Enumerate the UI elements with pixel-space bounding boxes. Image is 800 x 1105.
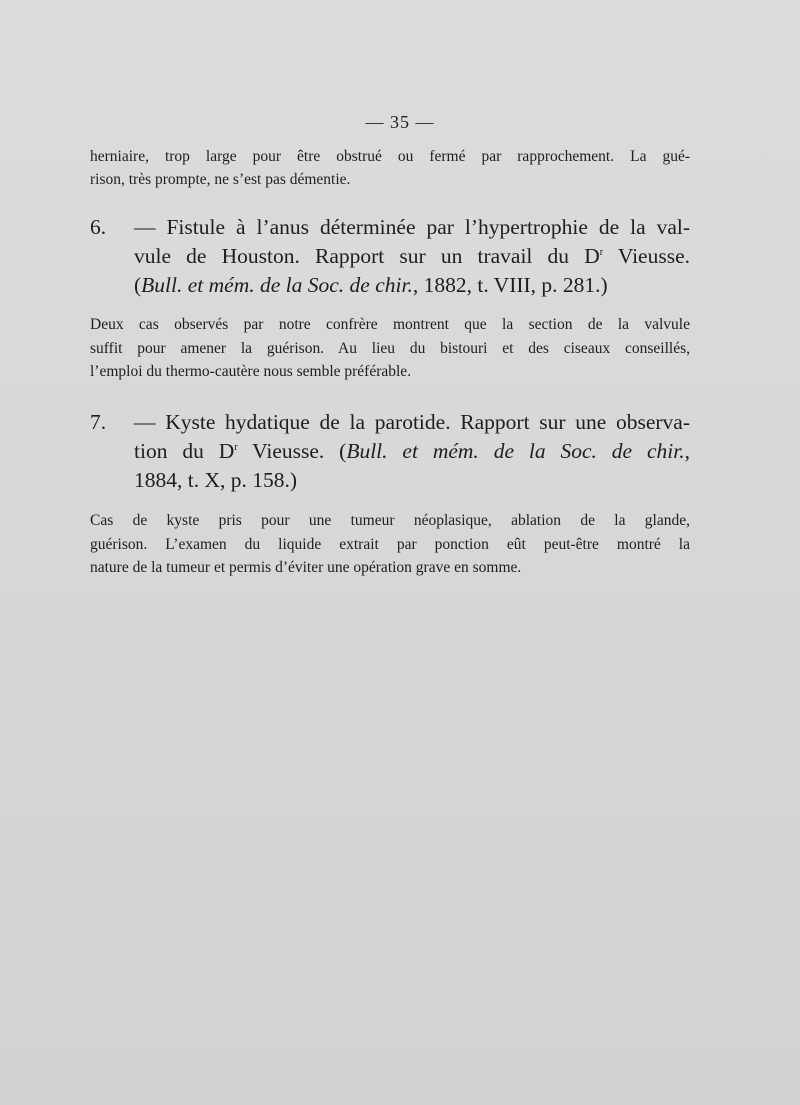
entry-6-author: Vieusse. [603, 244, 690, 268]
entry-6-description [90, 313, 690, 384]
entry-7-number: 7. [90, 410, 107, 434]
entry-7-doctor-sup: r [234, 442, 238, 453]
entry-7-heading [90, 408, 690, 495]
entry-7-desc-line-1: Cas de kyste pris pour une tumeur néoplasique, ablation de la glande, [90, 512, 690, 529]
entry-6-paren-open: ( [134, 273, 142, 297]
entry-7-author: Vieusse. ( [237, 439, 347, 463]
entry-7-comma: , [684, 439, 690, 463]
entry-6-doctor-sup: r [599, 247, 604, 258]
entry-7-heading-line-3: 1884, t. X, p. 158.) [134, 468, 298, 492]
entry-7-title-start: — Kyste hydatique de la parotide. Rapport sur une observa- [134, 410, 690, 434]
entry-6-heading [90, 213, 690, 300]
entry-6-heading-line-3 [90, 271, 690, 300]
page-number: — 35 — [365, 112, 435, 132]
entry-7-description [90, 509, 690, 580]
entry-6-desc-line-1: Deux cas observés par notre confrère montrent que la section de la valvule [90, 316, 690, 333]
entry-6-heading-line-1 [90, 213, 690, 242]
intro-line-1: herniaire, trop large pour être obstrué ou fermé par rapprochement. La gué- [90, 148, 690, 165]
entry-6-desc-line-2: suffit pour amener la guérison. Au lieu du bistouri et des ciseaux conseillés, [90, 339, 690, 357]
entry-7-title-mid: tion du D [134, 439, 235, 463]
entry-7-heading-line-1 [90, 408, 690, 437]
entry-6-title-start: — Fistule à l’anus déterminée par l’hypertrophie de la val- [134, 215, 690, 239]
entry-7-desc-line-3: nature de la tumeur et permis d’éviter une opération grave en somme. [90, 559, 522, 576]
entry-6-citation: , 1882, t. VIII, p. 281.) [412, 273, 608, 297]
entry-7-desc-line-2: guérison. L’examen du liquide extrait par ponction eût peut-être montré la [90, 535, 690, 553]
intro-paragraph [90, 145, 690, 191]
entry-7-heading-line-2 [90, 437, 690, 466]
entry-6-journal: Bull. et mém. de la Soc. de chir. [141, 273, 413, 297]
intro-line-2: rison, très prompte, ne s’est pas démentie. [90, 171, 351, 188]
entry-6-desc-line-3: l’emploi du thermo-cautère nous semble préférable. [90, 363, 412, 380]
entry-6-title-mid: vule de Houston. Rapport sur un travail du D [134, 244, 600, 268]
entry-7-journal: Bull. et mém. de la Soc. de chir. [346, 439, 685, 463]
entry-6-heading-line-2 [90, 242, 690, 271]
entry-6-number: 6. [90, 215, 107, 239]
